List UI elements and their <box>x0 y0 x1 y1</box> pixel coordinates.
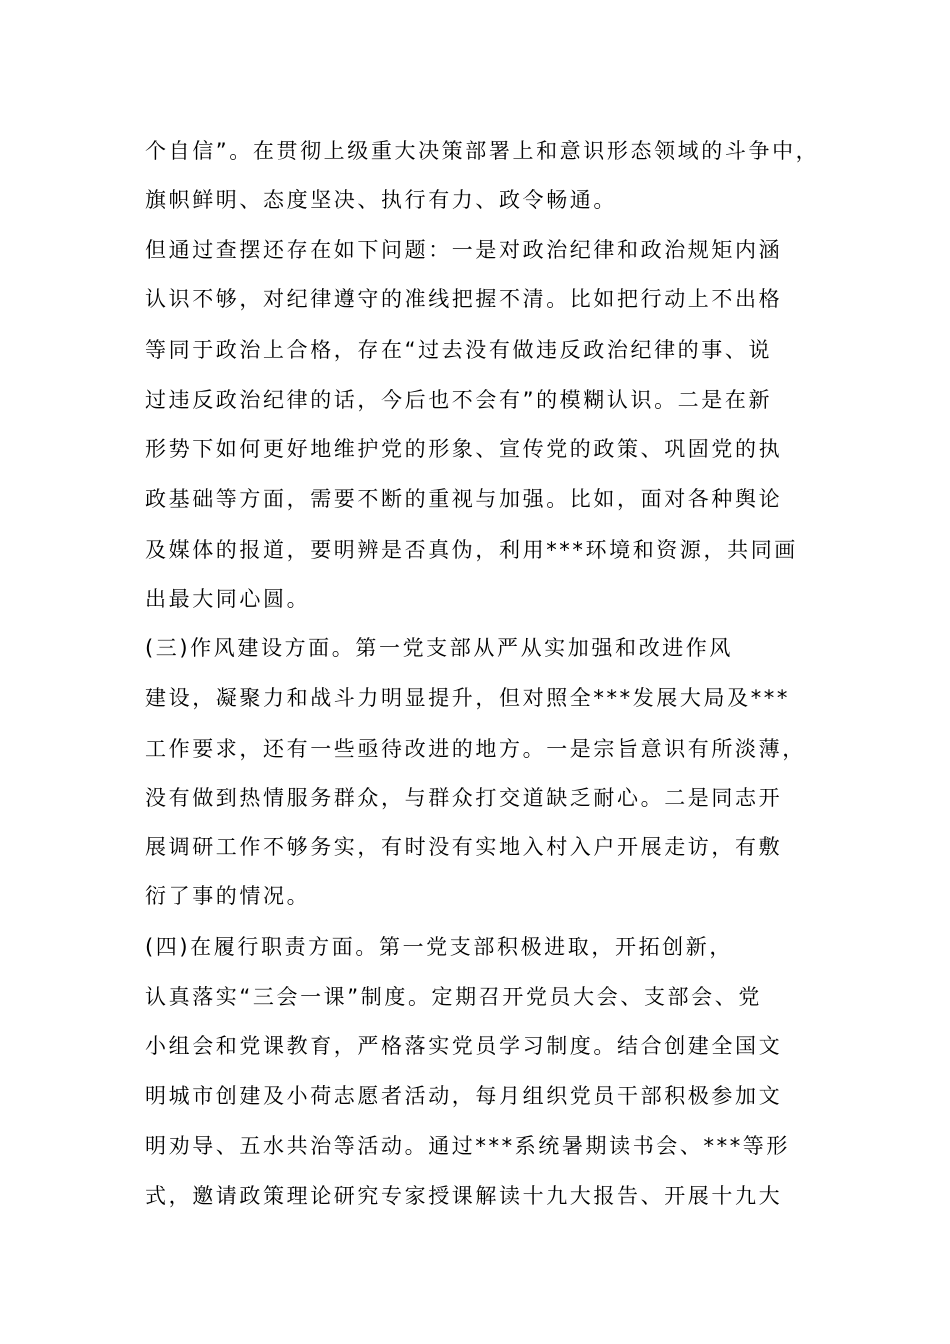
section-heading: (三)作风建设方面。第一党支部从严从实加强和改进作风 <box>145 636 733 660</box>
text-line: 旗帜鲜明、态度坚决、执行有力、政令畅通。 <box>145 188 617 212</box>
text-line: 展调研工作不够务实，有时没有实地入村入户开展走访，有敷 <box>145 835 783 859</box>
text-line: 个自信”。在贯彻上级重大决策部署上和意识形态领域的斗争中， <box>145 139 820 163</box>
text-line: 明城市创建及小荷志愿者活动，每月组织党员干部积极参加文 <box>145 1084 783 1108</box>
text-line: 过违反政治纪律的话，今后也不会有”的模糊认识。二是在新 <box>145 388 773 412</box>
text-line: 及媒体的报道，要明辨是否真伪，利用***环境和资源，共同画 <box>145 538 798 562</box>
text-line: 政基础等方面，需要不断的重视与加强。比如，面对各种舆论 <box>145 487 783 511</box>
text-line: 式，邀请政策理论研究专家授课解读十九大报告、开展十九大 <box>145 1184 783 1208</box>
text-line: 等同于政治上合格，存在“过去没有做违反政治纪律的事、说 <box>145 338 773 362</box>
text-line: 认识不够，对纪律遵守的准线把握不清。比如把行动上不出格 <box>145 287 783 311</box>
text-line: 认真落实“三会一课”制度。定期召开党员大会、支部会、党 <box>145 985 762 1009</box>
text-line: 建设，凝聚力和战斗力明显提升，但对照全***发展大局及*** <box>145 686 790 710</box>
text-line: 但通过查摆还存在如下问题：一是对政治纪律和政治规矩内涵 <box>145 238 783 262</box>
text-line: 明劝导、五水共治等活动。通过***系统暑期读书会、***等形 <box>145 1134 790 1158</box>
text-line: 出最大同心圆。 <box>145 587 311 611</box>
text-line: 没有做到热情服务群众，与群众打交道缺乏耐心。二是同志开 <box>145 786 783 810</box>
text-line: 形势下如何更好地维护党的形象、宣传党的政策、巩固党的执 <box>145 437 783 461</box>
text-line: 工作要求，还有一些亟待改进的地方。一是宗旨意识有所淡薄， <box>145 737 806 761</box>
text-line: 衍了事的情况。 <box>145 884 311 908</box>
text-line: 小组会和党课教育，严格落实党员学习制度。结合创建全国文 <box>145 1034 783 1058</box>
section-heading: (四)在履行职责方面。第一党支部积极进取，开拓创新， <box>145 935 733 959</box>
